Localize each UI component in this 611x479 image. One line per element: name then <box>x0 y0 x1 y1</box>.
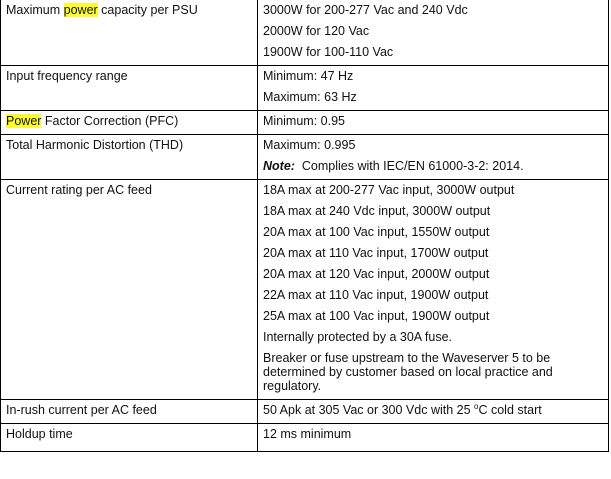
spec-value-line: 18A max at 200-277 Vac input, 3000W output <box>263 183 515 197</box>
search-highlight: power <box>63 3 98 17</box>
spec-value-line: Breaker or fuse upstream to the Waveserver 5 to be determined by customer based on local practice and regulatory. <box>263 351 553 393</box>
table-row <box>1 0 609 66</box>
spec-label-cell <box>1 135 258 180</box>
spec-label-cell <box>1 66 258 111</box>
spec-label-text: Holdup time <box>6 427 73 441</box>
spec-label-cell <box>1 424 258 452</box>
spec-value-line: 22A max at 110 Vac input, 1900W output <box>263 288 489 302</box>
spec-label-cell <box>1 111 258 135</box>
spec-value-line: 2000W for 120 Vac <box>263 24 370 38</box>
table-row <box>1 111 609 135</box>
spec-label-cell <box>1 400 258 424</box>
spec-value-cell <box>258 400 609 424</box>
spec-value-cell <box>258 0 609 66</box>
table-row <box>1 66 609 111</box>
spec-label-cell <box>1 0 258 66</box>
spec-value-line: Maximum: 63 Hz <box>263 90 357 104</box>
spec-value-line: 3000W for 200-277 Vac and 240 Vdc <box>263 3 468 17</box>
spec-value-line: 18A max at 240 Vdc input, 3000W output <box>263 204 491 218</box>
value-text: C cold start <box>478 403 542 417</box>
value-text: 50 Apk at 305 Vac or 300 Vdc with 25 <box>263 403 475 417</box>
spec-value-cell <box>258 66 609 111</box>
spec-label-text: Input frequency range <box>6 69 128 83</box>
spec-value-cell <box>258 424 609 452</box>
spec-value-line: Minimum: 0.95 <box>263 114 345 128</box>
spec-label-text: Current rating per AC feed <box>6 183 152 197</box>
search-highlight: Power <box>6 114 42 128</box>
spec-value-line: Minimum: 47 Hz <box>263 69 354 83</box>
note-text: Complies with IEC/EN 61000-3-2: 2014. <box>294 159 524 173</box>
spec-value-cell <box>258 180 609 400</box>
spec-label-text: Maximum <box>6 3 64 17</box>
spec-label-cell <box>1 180 258 400</box>
spec-value-line: 1900W for 100-110 Vac <box>263 45 394 59</box>
table-row <box>1 400 609 424</box>
spec-value-line: 20A max at 110 Vac input, 1700W output <box>263 246 489 260</box>
spec-label-text: Factor Correction (PFC) <box>41 114 179 128</box>
spec-value-line: Maximum: 0.995 <box>263 138 356 152</box>
note-line <box>263 159 604 173</box>
spec-label-text: In-rush current per AC feed <box>6 403 157 417</box>
spec-value-cell <box>258 135 609 180</box>
table-row <box>1 135 609 180</box>
spec-label-text: Total Harmonic Distortion (THD) <box>6 138 184 152</box>
spec-value-line: Internally protected by a 30A fuse. <box>263 330 453 344</box>
spec-value-line: 20A max at 100 Vac input, 1550W output <box>263 225 490 239</box>
table-row <box>1 180 609 400</box>
spec-value-line: 20A max at 120 Vac input, 2000W output <box>263 267 490 281</box>
spec-label-text: capacity per PSU <box>97 3 198 17</box>
spec-value-line <box>263 403 604 417</box>
spec-value-cell <box>258 111 609 135</box>
table-row <box>1 424 609 452</box>
spec-value-line: 25A max at 100 Vac input, 1900W output <box>263 309 490 323</box>
note-label: Note: <box>263 159 295 173</box>
degree-superscript: o <box>474 402 479 411</box>
spec-value-line: 12 ms minimum <box>263 427 352 441</box>
